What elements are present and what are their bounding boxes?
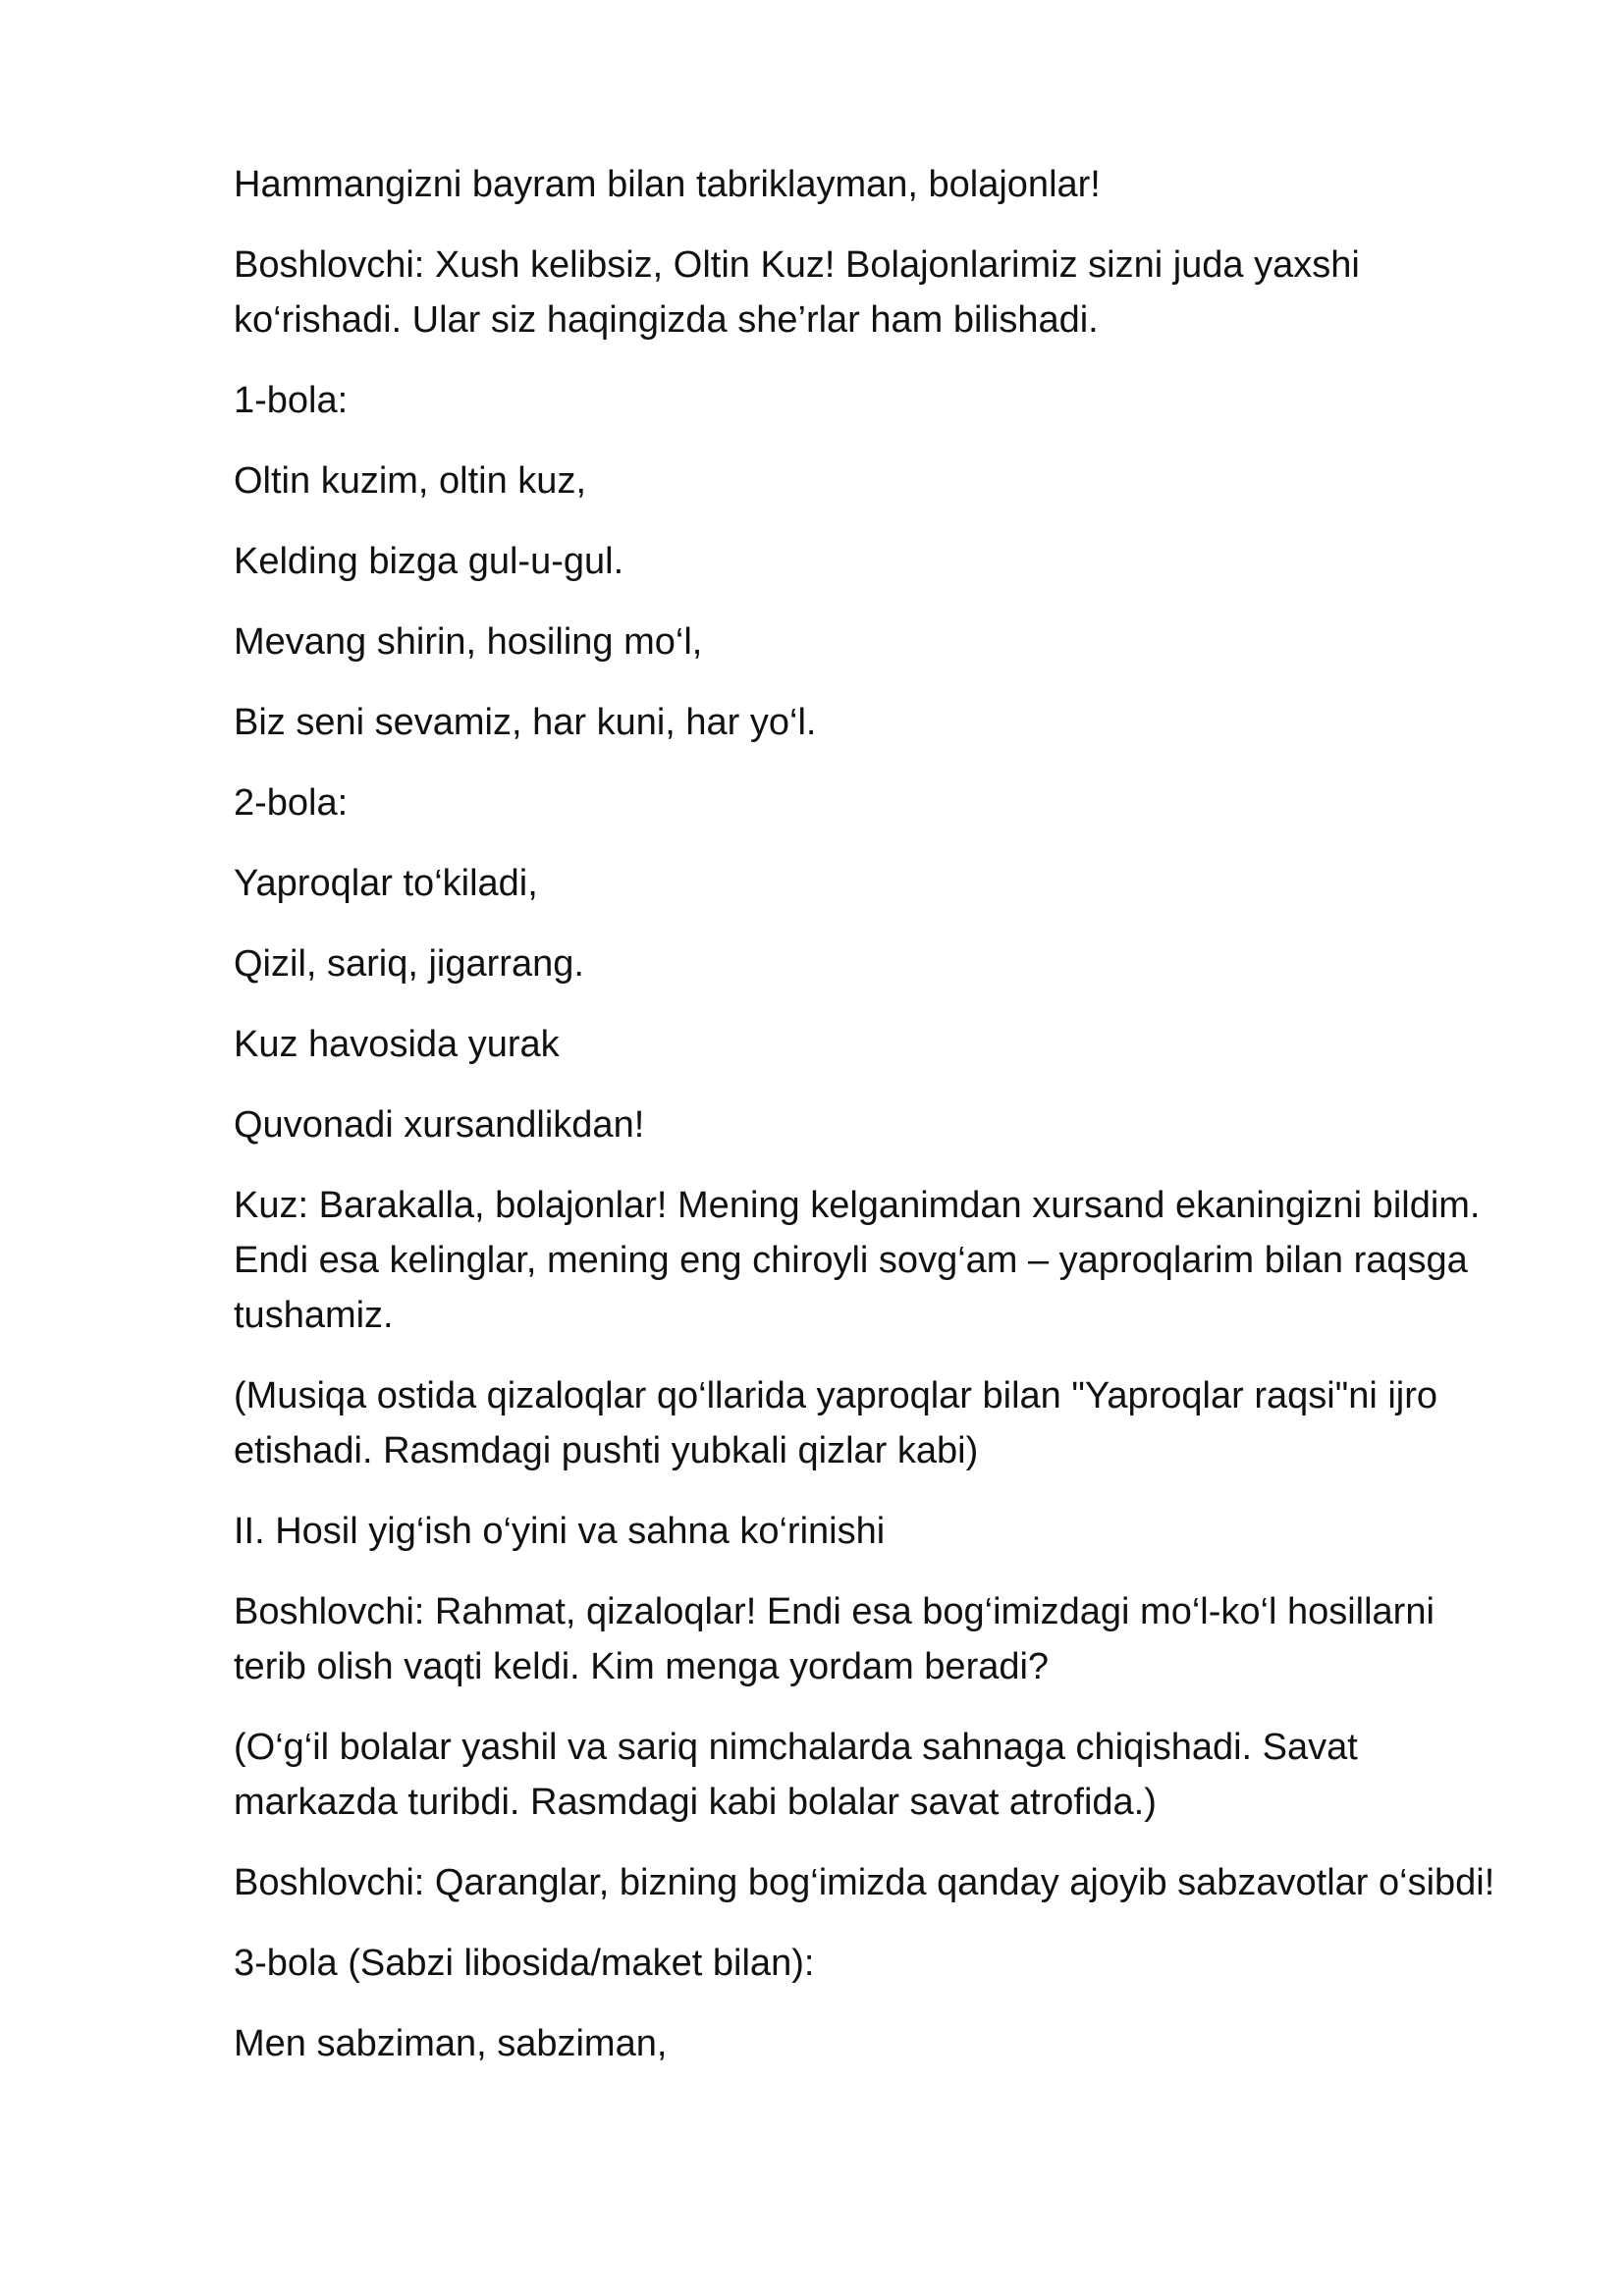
section-heading: II. Hosil yig‘ish o‘yini va sahna ko‘rinishi [234,1511,886,1552]
speaker-label: 1-bola: [234,380,349,421]
speaker-label: 3-bola (Sabzi libosida/maket bilan): [234,1943,815,1984]
host-line: Boshlovchi: Qaranglar, bizning bog‘imizda qanday ajoyib sabzavotlar o‘sibdi! [234,1862,1495,1903]
greeting-line: Hammangizni bayram bilan tabriklayman, bolajonlar! [234,164,1101,205]
poem-line: Men sabziman, sabziman, [234,2023,668,2064]
poem-line: Mevang shirin, hosiling mo‘l, [234,621,703,663]
poem-line: Kuz havosida yurak [234,1024,560,1065]
host-line: Boshlovchi: Rahmat, qizaloqlar! Endi esa bog‘imizdagi mo‘l-ko‘l hosillarni terib olish vaqti keldi. Kim menga yordam beradi? [234,1591,1435,1687]
poem-line: Quvonadi xursandlikdan! [234,1104,645,1146]
stage-direction: (Musiqa ostida qizaloqlar qo‘llarida yaproqlar bilan "Yaproqlar raqsi"ni ijro etishadi. Rasmdagi pushti yubkali qizlar kabi) [234,1375,1438,1471]
speaker-label: 2-bola: [234,782,349,824]
host-line: Boshlovchi: Xush kelibsiz, Oltin Kuz! Bolajonlarimiz sizni juda yaxshi ko‘rishadi. Ular siz haqingizda she’rlar ham bilishadi. [234,244,1360,341]
poem-line: Biz seni sevamiz, har kuni, har yo‘l. [234,702,817,743]
stage-direction: (O‘g‘il bolalar yashil va sariq nimchalarda sahnaga chiqishadi. Savat markazda turibdi. Rasmdagi kabi bolalar savat atrofida.) [234,1727,1358,1823]
poem-line: Oltin kuzim, oltin kuz, [234,460,586,502]
poem-line: Yaproqlar to‘kiladi, [234,863,538,904]
poem-line: Qizil, sariq, jigarrang. [234,943,584,985]
poem-line: Kelding bizga gul-u-gul. [234,541,624,582]
document-body [234,157,1510,2097]
autumn-line: Kuz: Barakalla, bolajonlar! Mening kelganimdan xursand ekaningizni bildim. Endi esa kelinglar, mening eng chiroyli sovg‘am – yaproqlarim bilan raqsga tushamiz. [234,1185,1481,1336]
